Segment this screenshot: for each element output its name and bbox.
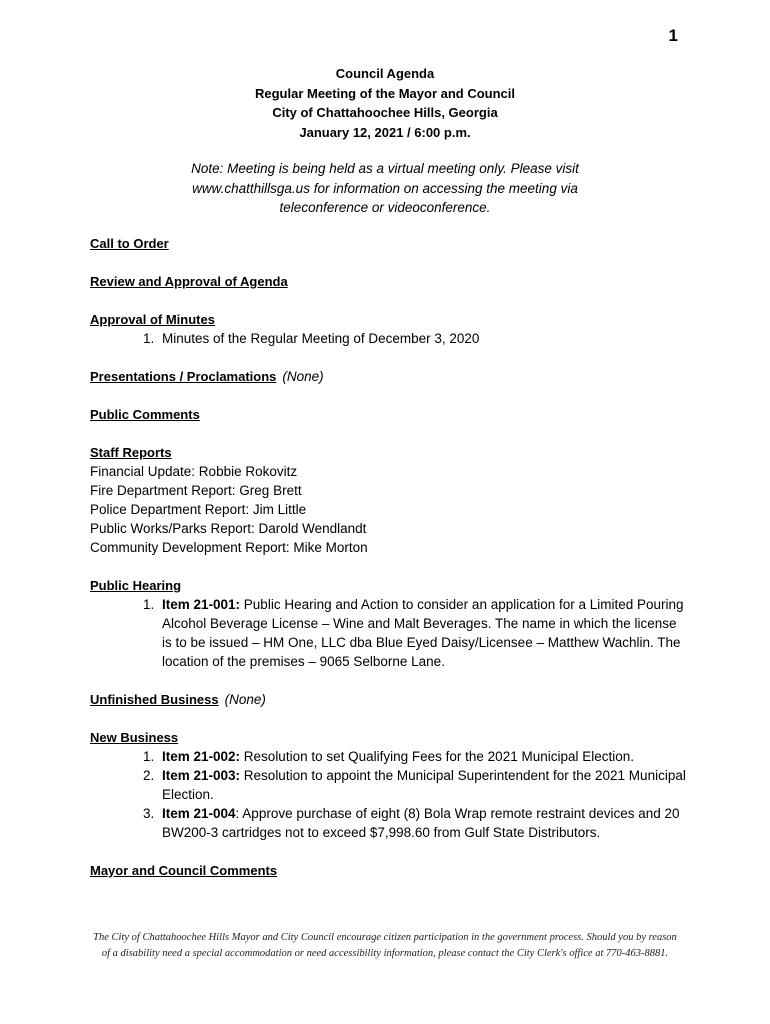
- mayor-council-comments-heading: Mayor and Council Comments: [90, 863, 278, 878]
- list-item: 1. Minutes of the Regular Meeting of December 3, 2020: [158, 329, 690, 348]
- page-number: 1: [668, 26, 678, 45]
- call-to-order-heading: Call to Order: [90, 236, 169, 251]
- list-item: [158, 766, 690, 804]
- staff-report-line: Public Works/Parks Report: Darold Wendlandt: [90, 521, 367, 536]
- section-call-to-order: [90, 234, 690, 253]
- meeting-subtitle: Regular Meeting of the Mayor and Council: [254, 85, 516, 101]
- public-hearing-list: [90, 595, 690, 671]
- unfinished-business-heading: Unfinished Business: [90, 692, 219, 707]
- meeting-date: January 12, 2021 / 6:00 p.m.: [299, 124, 471, 140]
- review-agenda-heading: Review and Approval of Agenda: [90, 274, 288, 289]
- item-text: : Approve purchase of eight (8) Bola Wrap remote restraint devices and 20 BW200-3 cartridges not to exceed $7,998.60 from Gulf State Distributors.: [162, 806, 680, 840]
- section-unfinished-business: [90, 690, 690, 709]
- item-id: Item 21-002:: [162, 749, 241, 764]
- presentations-note: (None): [282, 369, 324, 384]
- list-item: [158, 595, 690, 671]
- item-id: Item 21-001:: [162, 597, 241, 612]
- section-public-hearing: [90, 576, 690, 671]
- agenda-title: Council Agenda: [335, 66, 435, 81]
- section-new-business: [90, 728, 690, 842]
- section-presentations: [90, 367, 690, 386]
- section-staff-reports: [90, 443, 690, 557]
- staff-report-line: Community Development Report: Mike Morton: [90, 540, 368, 555]
- city-name: City of Chattahoochee Hills, Georgia: [272, 105, 498, 120]
- approval-of-minutes-heading: Approval of Minutes: [90, 312, 215, 327]
- virtual-meeting-note: Note: Meeting is being held as a virtual meeting only. Please visit www.chatthillsga.us for information on accessing the meeting via teleconference or videoconference.: [191, 161, 579, 215]
- item-text: Resolution to appoint the Municipal Superintendent for the 2021 Municipal Election.: [162, 768, 686, 802]
- minutes-list: [90, 329, 690, 348]
- list-item: [158, 804, 690, 842]
- public-hearing-heading: Public Hearing: [90, 578, 182, 593]
- staff-reports-heading: Staff Reports: [90, 445, 172, 460]
- new-business-heading: New Business: [90, 730, 179, 745]
- agenda-body: [90, 234, 690, 899]
- presentations-heading: Presentations / Proclamations: [90, 369, 277, 384]
- public-comments-heading: Public Comments: [90, 407, 200, 422]
- item-text: Resolution to set Qualifying Fees for the 2021 Municipal Election.: [240, 749, 635, 764]
- agenda-header: [0, 64, 770, 142]
- accessibility-footer: The City of Chattahoochee Hills Mayor and City Council encourage citizen participation in the government process. Should you by reason of a disability need a special accommodation or need accessibility information, please contact the City Clerk's office at 770-463-8881.: [93, 932, 677, 959]
- staff-report-line: Financial Update: Robbie Rokovitz: [90, 464, 298, 479]
- item-id: Item 21-003:: [162, 768, 241, 783]
- new-business-list: [90, 747, 690, 842]
- section-mayor-council-comments: [90, 861, 690, 880]
- item-text: Public Hearing and Action to consider an application for a Limited Pouring Alcohol Beverage License – Wine and Malt Beverages. The name in which the license is to be issued – HM One, LLC dba Blue Eyed Daisy/Licensee – Matthew Wachlin. The location of the premises – 9065 Selborne Lane.: [162, 597, 684, 669]
- staff-report-line: Fire Department Report: Greg Brett: [90, 483, 302, 498]
- unfinished-business-note: (None): [224, 692, 266, 707]
- section-public-comments: [90, 405, 690, 424]
- staff-report-line: Police Department Report: Jim Little: [90, 502, 307, 517]
- section-review-agenda: [90, 272, 690, 291]
- item-id: Item 21-004: [162, 806, 236, 821]
- list-item: [158, 747, 690, 766]
- section-approval-of-minutes: [90, 310, 690, 348]
